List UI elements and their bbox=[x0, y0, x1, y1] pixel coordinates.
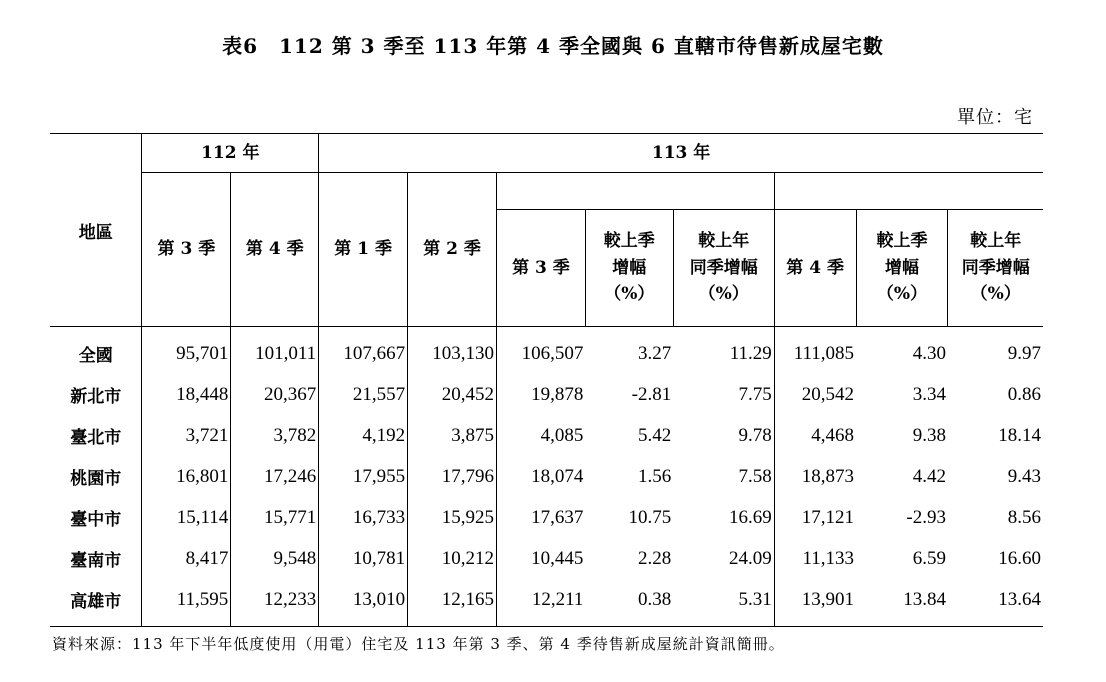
header-113-q3: 第 3 季 bbox=[496, 210, 585, 327]
cell-112-q3: 8,417 bbox=[142, 538, 231, 579]
cell-113-q1: 21,557 bbox=[319, 374, 408, 415]
cell-113-q4-qoq: 3.34 bbox=[912, 383, 946, 405]
cell-113-q3-qoq: 1.56 bbox=[637, 465, 672, 487]
cell-region: 高雄市 bbox=[50, 579, 142, 627]
header-113-q4-group bbox=[774, 173, 1043, 210]
header-113-q3-group bbox=[496, 173, 774, 210]
cell-113-q4-qoq: 9.38 bbox=[912, 424, 946, 446]
table-row bbox=[50, 374, 1043, 415]
cell-113-q4: 17,121 bbox=[801, 506, 855, 528]
cell-112-q3: 18,448 bbox=[142, 374, 231, 415]
table-row bbox=[50, 579, 1043, 627]
cell-113-q3-yoy: 7.58 bbox=[673, 456, 774, 497]
cell-113-q4: 11,133 bbox=[802, 547, 855, 569]
cell-113-q4-qoq: 13.84 bbox=[856, 579, 948, 627]
cell-112-q3: 3,721 bbox=[142, 415, 231, 456]
cell-region: 臺中市 bbox=[50, 497, 142, 538]
unit-label: 單位：宅 bbox=[957, 107, 1033, 128]
cell-113-q3: 17,637 bbox=[531, 506, 584, 528]
cell-113-q4-yoy: 16.60 bbox=[998, 547, 1041, 569]
cell-113-q3-qoq: 5.42 bbox=[637, 424, 672, 446]
source-note: 資料來源：113 年下半年低度使用（用電）住宅及 113 年第 3 季、第 4 季待售新成屋統計資訊簡冊。 bbox=[52, 635, 785, 653]
yoy-label: 較上年 同季增幅 （%） bbox=[689, 231, 758, 305]
cell-113-q1: 4,192 bbox=[319, 415, 408, 456]
cell-113-q2: 3,875 bbox=[408, 415, 497, 456]
cell-113-q1: 107,667 bbox=[319, 327, 408, 375]
cell-113-q2: 12,165 bbox=[408, 579, 497, 627]
cell-113-q3: 18,074 bbox=[531, 465, 584, 487]
cell-113-q3-yoy: 24.09 bbox=[673, 538, 774, 579]
header-112-q3: 第 3 季 bbox=[142, 173, 231, 327]
header-113-q4-qoq bbox=[856, 210, 948, 327]
cell-112-q3: 16,801 bbox=[142, 456, 231, 497]
cell-113-q2: 103,130 bbox=[408, 327, 497, 375]
cell-113-q3-qoq: 0.38 bbox=[585, 579, 673, 627]
cell-113-q4-yoy: 9.43 bbox=[1007, 465, 1041, 487]
cell-113-q1: 13,010 bbox=[319, 579, 408, 627]
cell-112-q3: 15,114 bbox=[142, 497, 231, 538]
cell-112-q4: 3,782 bbox=[231, 415, 319, 456]
header-year-113: 113 年 bbox=[319, 134, 1043, 173]
cell-region: 桃園市 bbox=[50, 456, 142, 497]
cell-113-q4-qoq: 4.30 bbox=[856, 327, 948, 375]
cell-113-q4-yoy: 8.56 bbox=[1007, 506, 1041, 528]
cell-113-q3-yoy: 7.75 bbox=[673, 374, 774, 415]
cell-113-q4: 4,468 bbox=[811, 424, 855, 446]
header-113-q3-qoq bbox=[585, 210, 673, 327]
cell-113-q1: 17,955 bbox=[319, 456, 408, 497]
cell-112-q4: 17,246 bbox=[231, 456, 319, 497]
header-113-q2: 第 2 季 bbox=[408, 173, 497, 327]
cell-112-q4: 15,771 bbox=[231, 497, 319, 538]
header-113-q4-yoy bbox=[948, 210, 1043, 327]
cell-113-q4: 111,085 bbox=[774, 327, 856, 375]
cell-113-q4-qoq: 4.42 bbox=[912, 465, 946, 487]
cell-112-q4: 20,367 bbox=[231, 374, 319, 415]
yoy-label: 較上年 同季增幅 （%） bbox=[961, 231, 1030, 305]
cell-112-q3: 95,701 bbox=[142, 327, 231, 375]
cell-113-q3-qoq: 3.27 bbox=[585, 327, 673, 375]
cell-113-q4-yoy: 13.64 bbox=[948, 579, 1043, 627]
cell-113-q3-yoy: 9.78 bbox=[673, 415, 774, 456]
header-113-q4: 第 4 季 bbox=[774, 210, 856, 327]
cell-113-q2: 17,796 bbox=[408, 456, 497, 497]
table-row bbox=[50, 415, 1043, 456]
table-row bbox=[50, 538, 1043, 579]
cell-112-q4: 9,548 bbox=[231, 538, 319, 579]
header-113-q3-yoy bbox=[673, 210, 774, 327]
cell-113-q4: 20,542 bbox=[801, 383, 855, 405]
header-112-q4: 第 4 季 bbox=[231, 173, 319, 327]
cell-113-q3: 10,445 bbox=[531, 547, 584, 569]
qoq-label: 較上季 增幅 （%） bbox=[603, 231, 655, 305]
cell-113-q3: 12,211 bbox=[496, 579, 585, 627]
cell-113-q4-qoq: -2.93 bbox=[906, 506, 946, 528]
qoq-label: 較上季 增幅 （%） bbox=[876, 231, 928, 305]
cell-113-q3: 4,085 bbox=[540, 424, 584, 446]
cell-113-q3: 19,878 bbox=[531, 383, 584, 405]
cell-113-q3-yoy: 11.29 bbox=[673, 327, 774, 375]
cell-113-q4-qoq: 6.59 bbox=[912, 547, 946, 569]
cell-113-q3-qoq: 10.75 bbox=[628, 506, 672, 528]
cell-region: 全國 bbox=[50, 327, 142, 375]
cell-region: 臺南市 bbox=[50, 538, 142, 579]
cell-113-q4-yoy: 9.97 bbox=[948, 327, 1043, 375]
cell-113-q1: 16,733 bbox=[319, 497, 408, 538]
table-row bbox=[50, 497, 1043, 538]
cell-113-q3: 106,507 bbox=[496, 327, 585, 375]
cell-113-q2: 20,452 bbox=[408, 374, 497, 415]
cell-112-q4: 12,233 bbox=[231, 579, 319, 627]
cell-113-q3-qoq: -2.81 bbox=[631, 383, 672, 405]
cell-113-q2: 10,212 bbox=[408, 538, 497, 579]
table-title: 表6 112 第 3 季至 113 年第 4 季全國與 6 直轄市待售新成屋宅數 bbox=[222, 34, 884, 58]
cell-113-q3-yoy: 16.69 bbox=[673, 497, 774, 538]
cell-112-q4: 101,011 bbox=[231, 327, 319, 375]
table-row bbox=[50, 327, 1043, 375]
cell-113-q1: 10,781 bbox=[319, 538, 408, 579]
cell-113-q4-yoy: 0.86 bbox=[1007, 383, 1041, 405]
cell-113-q4: 18,873 bbox=[801, 465, 855, 487]
cell-113-q3-qoq: 2.28 bbox=[637, 547, 672, 569]
header-region: 地區 bbox=[50, 134, 142, 327]
cell-113-q3-yoy: 5.31 bbox=[673, 579, 774, 627]
cell-113-q4: 13,901 bbox=[774, 579, 856, 627]
table-row bbox=[50, 456, 1043, 497]
cell-region: 新北市 bbox=[50, 374, 142, 415]
header-113-q1: 第 1 季 bbox=[319, 173, 408, 327]
cell-113-q2: 15,925 bbox=[408, 497, 497, 538]
header-year-112: 112 年 bbox=[142, 134, 319, 173]
cell-region: 臺北市 bbox=[50, 415, 142, 456]
cell-112-q3: 11,595 bbox=[142, 579, 231, 627]
inventory-table bbox=[50, 133, 1043, 627]
cell-113-q4-yoy: 18.14 bbox=[998, 424, 1041, 446]
